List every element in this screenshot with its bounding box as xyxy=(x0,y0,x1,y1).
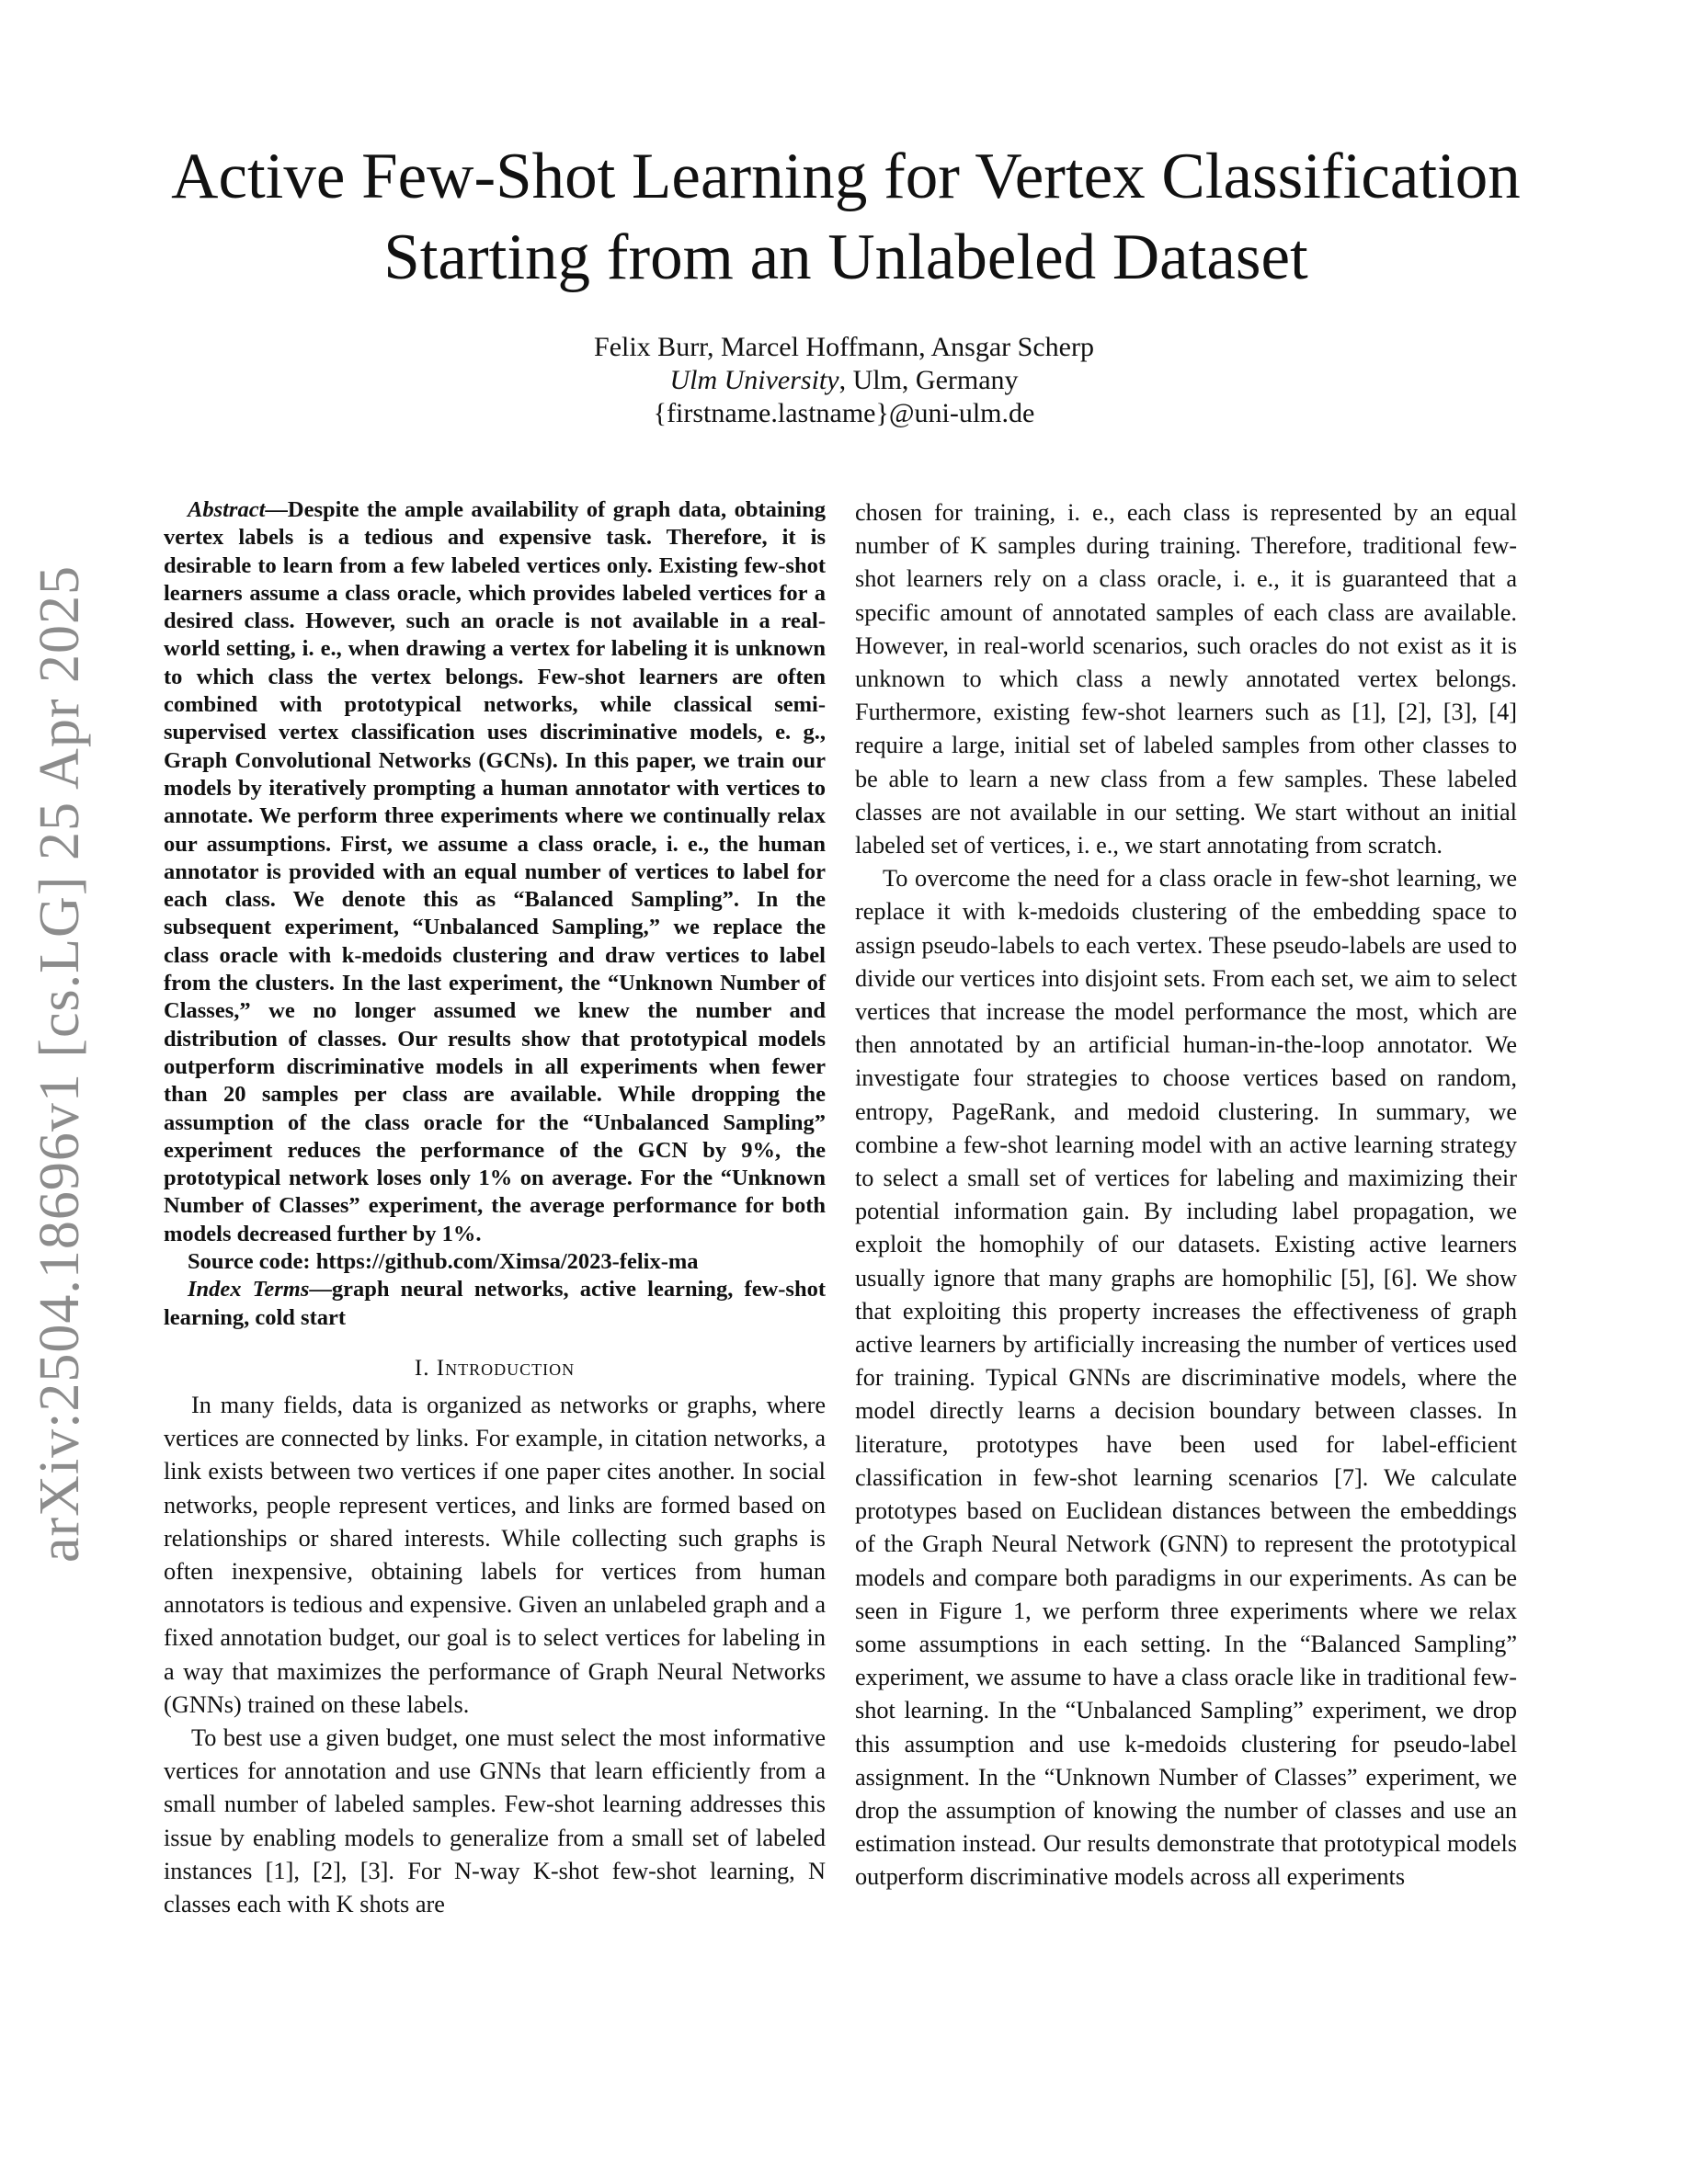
abstract xyxy=(164,496,826,1248)
index-terms-text: —graph neural networks, active learning, few-shot learning, cold start xyxy=(164,1277,826,1330)
abstract-text: —Despite the ample availability of graph data, obtaining vertex labels is a tedious and expensive task. Therefore, it is desirable to learn from a few labeled vertices only. Existing few-shot learners assume a class oracle, which provides labeled vertices for a desired class. However, such an oracle is not available in a real-world setting, i. e., when drawing a vertex for labeling it is unknown to which class the vertex belongs. Few-shot learners are often combined with prototypical networks, while classical semi-supervised vertex classification uses discriminative models, e. g., Graph Convolutional Networks (GCNs). In this paper, we train our models by iteratively prompting a human annotator with vertices to annotate. We perform three experiments where we continually relax our assumptions. First, we assume a class oracle, i. e., the human annotator is provided with an equal number of vertices to label for each class. We denote this as “Balanced Sampling”. In the subsequent experiment, “Unbalanced Sampling,” we replace the class oracle with k-medoids clustering and draw vertices to label from the clusters. In the last experiment, the “Unknown Number of Classes,” we no longer assumed we knew the number and distribution of classes. Our results show that prototypical models outperform discriminative models in all experiments when fewer than 20 samples per class are available. While dropping the assumption of the class oracle for the “Unbalanced Sampling” experiment reduces the performance of the GCN by 9%, the prototypical network loses only 1% on average. For the “Unknown Number of Classes” experiment, the average performance for both models decreased further by 1%. xyxy=(164,497,826,1246)
title-line-2: Starting from an Unlabeled Dataset xyxy=(383,222,1308,293)
author-block xyxy=(0,331,1688,430)
author-names: Felix Burr, Marcel Hoffmann, Ansgar Scherp xyxy=(594,332,1094,362)
affiliation-institution: Ulm University xyxy=(669,365,839,395)
right-paragraph-1: chosen for training, i. e., each class is represented by an equal number of K samples during training. Therefore, traditional few-shot learners rely on a class oracle, i. e., it is guaranteed that a specific amount of annotated samples of each class are available. However, in real-world scenarios, such oracles do not exist as it is unknown to which class a newly annotated vertex belongs. Furthermore, existing few-shot learners such as [1], [2], [3], [4] require a large, initial set of labeled samples from other classes to be able to learn a new class from a few samples. These labeled classes are not available in our setting. We start without an initial labeled set of vertices, i. e., we start annotating from scratch. xyxy=(855,499,1517,859)
abstract-label: Abstract xyxy=(188,497,266,522)
source-code-line: Source code: https://github.com/Ximsa/2023-felix-ma xyxy=(188,1249,699,1275)
title-line-1: Active Few-Shot Learning for Vertex Classification xyxy=(171,141,1521,212)
author-email: {firstname.lastname}@uni-ulm.de xyxy=(653,398,1035,428)
right-column xyxy=(855,496,1517,1894)
affiliation xyxy=(0,364,1688,397)
paper-title xyxy=(120,136,1572,298)
arxiv-identifier: arXiv:2504.18696v1 [cs.LG] 25 Apr 2025 xyxy=(29,565,91,1563)
right-paragraph-2: To overcome the need for a class oracle in few-shot learning, we replace it with k-medoids clustering of the embedding space to assign pseudo-labels to each vertex. These pseudo-labels are used to divide our vertices into disjoint sets. From each set, we aim to select vertices that increase the model performance the most, which are then annotated by an artificial human-in-the-loop annotator. We investigate four strategies to choose vertices based on random, entropy, PageRank, and medoid clustering. In summary, we combine a few-shot learning model with an active learning strategy to select a small set of vertices for labeling and maximizing their potential information gain. By including label propagation, we exploit the homophily of our datasets. Existing active learners usually ignore that many graphs are homophilic [5], [6]. We show that exploiting this property increases the effectiveness of graph active learners by artificially increasing the number of vertices used for training. Typical GNNs are discriminative models, where the model directly learns a decision boundary between classes. In literature, prototypes have been used for label-efficient classification in few-shot learning scenarios [7]. We calculate prototypes based on Euclidean distances between the embeddings of the Graph Neural Network (GNN) to represent the prototypical models and compare both paradigms in our experiments. As can be seen in Figure 1, we perform three experiments where we relax some assumptions in each setting. In the “Balanced Sampling” experiment, we assume to have a class oracle like in traditional few-shot learning. In the “Unbalanced Sampling” experiment, we drop this assumption and use k-medoids clustering for pseudo-label assignment. In the “Unknown Number of Classes” experiment, we drop the assumption of knowing the number of classes and use an estimation instead. Our results demonstrate that prototypical models outperform discriminative models across all experiments xyxy=(855,865,1517,1891)
intro-paragraph-2: To best use a given budget, one must select the most informative vertices for annotation and use GNNs that learn efficiently from a small number of labeled samples. Few-shot learning addresses this issue by enabling models to generalize from a small set of labeled instances [1], [2], [3]. For N-way K-shot few-shot learning, N classes each with K shots are xyxy=(164,1723,826,1917)
left-column xyxy=(164,496,826,1921)
section-numeral: I. xyxy=(414,1355,437,1381)
index-terms xyxy=(164,1276,826,1332)
section-heading-introduction xyxy=(164,1356,826,1382)
index-terms-label: Index Terms xyxy=(188,1277,310,1302)
intro-paragraph-1: In many fields, data is organized as networks or graphs, where vertices are connected by links. For example, in citation networks, a link exists between two vertices if one paper cites another. In social networks, people represent vertices, and links are formed based on relationships or shared interests. While collecting such graphs is often inexpensive, obtaining labels for vertices from human annotators is tedious and expensive. Given an unlabeled graph and a fixed annotation budget, our goal is to select vertices for labeling in a way that maximizes the performance of Graph Neural Networks (GNNs) trained on these labels. xyxy=(164,1391,826,1718)
affiliation-location: , Ulm, Germany xyxy=(838,365,1019,395)
section-title: Introduction xyxy=(436,1355,576,1381)
